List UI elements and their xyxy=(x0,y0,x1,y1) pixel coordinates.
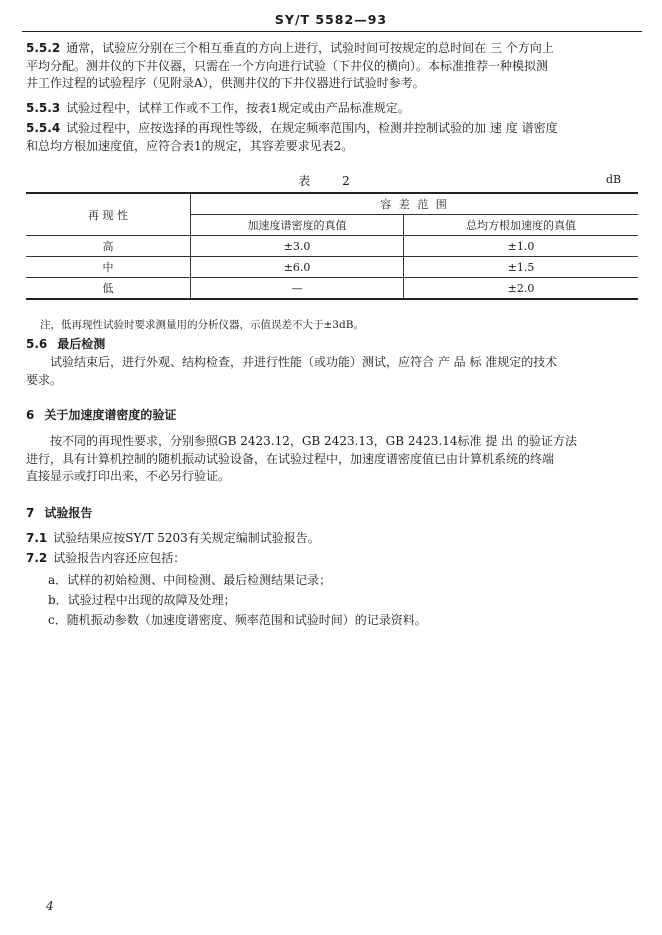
clause-text-line: 井工作过程的试验程序（见附录A），供测井仪的下井仪器进行试验时参考。 xyxy=(26,76,425,90)
row-level: 低 xyxy=(26,278,191,300)
header-divider xyxy=(22,31,642,32)
table-row xyxy=(26,236,638,257)
clause-5-5-4 xyxy=(26,120,636,155)
list-item: a．试样的初始检测、中间检测、最后检测结果记录； xyxy=(48,573,332,587)
row-psd-value: ±6.0 xyxy=(191,257,404,278)
row-level: 高 xyxy=(26,236,191,257)
clause-5-5-2 xyxy=(26,40,636,93)
clause-text: 试验报告内容还应包括： xyxy=(53,551,186,565)
table-note: 注，低再现性试验时要求测量用的分析仪器，示值误差不大于±3dB。 xyxy=(40,319,364,331)
section-6-heading xyxy=(26,406,176,423)
row-rms-value: ±1.5 xyxy=(404,257,639,278)
table-title: 表 2 xyxy=(298,174,364,188)
row-level: 中 xyxy=(26,257,191,278)
subheader-rms: 总均方根加速度的真值 xyxy=(404,215,639,236)
clause-number: 5.5.4 xyxy=(26,121,61,135)
table-row xyxy=(26,257,638,278)
table-row xyxy=(26,278,638,300)
header-tolerance-range: 容 差 范 围 xyxy=(191,193,639,215)
tolerance-table xyxy=(26,192,638,300)
clause-number: 7.2 xyxy=(26,551,48,565)
paragraph-line: 试验结束后，进行外观、结构检查，并进行性能（或功能）测试，应符合 产 品 标 准规定的技术 xyxy=(50,355,558,369)
section-number: 6 xyxy=(26,408,35,422)
clause-number: 5.5.3 xyxy=(26,101,61,115)
clause-text: 试验过程中，试样工作或不工作，按表1规定或由产品标准规定。 xyxy=(66,101,410,115)
clause-text: 试验结果应按SY/T 5203有关规定编制试验报告。 xyxy=(53,531,320,545)
section-title: 关于加速度谱密度的验证 xyxy=(44,408,177,422)
row-psd-value: ±3.0 xyxy=(191,236,404,257)
row-rms-value: ±2.0 xyxy=(404,278,639,300)
document-code-header: SY/T 5582—93 xyxy=(274,12,388,27)
clause-number: 7.1 xyxy=(26,531,48,545)
row-rms-value: ±1.0 xyxy=(404,236,639,257)
clause-number: 5.5.2 xyxy=(26,41,61,55)
section-title: 试验报告 xyxy=(44,506,93,520)
page-number: 4 xyxy=(46,899,54,913)
clause-text-line: 和总均方根加速度值，应符合表1的规定，其容差要求见表2。 xyxy=(26,138,354,153)
section-number: 5.6 xyxy=(26,337,48,351)
clause-text-line: 通常，试验应分别在三个相互垂直的方向上进行，试验时间可按规定的总时间在 三 个方向上 xyxy=(66,41,554,55)
subheader-psd: 加速度谱密度的真值 xyxy=(191,215,404,236)
paragraph-line: 要求。 xyxy=(26,372,63,387)
section-6-body xyxy=(26,433,636,486)
section-number: 7 xyxy=(26,506,35,520)
list-item: b．试验过程中出现的故障及处理； xyxy=(48,593,236,607)
clause-text-line: 平均分配。测井仪的下井仪器，只需在一个方向进行试验（下井仪的横向）。本标准推荐一种模拟测 xyxy=(26,58,549,73)
clause-7-1 xyxy=(26,530,636,548)
header-reproducibility: 再 现 性 xyxy=(26,193,191,236)
paragraph-line: 直接显示或打印出来，不必另行验证。 xyxy=(26,469,231,483)
clause-7-2 xyxy=(26,550,636,568)
table-unit: dB xyxy=(606,173,622,186)
section-5-6-heading xyxy=(26,335,105,352)
section-5-6-body xyxy=(26,354,636,389)
list-item: c．随机振动参数（加速度谱密度、频率范围和试验时间）的记录资料。 xyxy=(48,613,427,627)
paragraph-line: 按不同的再现性要求，分别参照GB 2423.12，GB 2423.13，GB 2423.14标准 提 出 的验证方法 xyxy=(50,434,577,448)
paragraph-line: 进行，具有计算机控制的随机振动试验设备，在试验过程中，加速度谱密度值已由计算机系统的终端 xyxy=(26,451,555,466)
section-title: 最后检测 xyxy=(57,337,106,351)
clause-5-5-3 xyxy=(26,100,636,118)
clause-text-line: 试验过程中，应按选择的再现性等级，在规定频率范围内，检测并控制试验的加 速 度 谱密度 xyxy=(66,121,558,135)
row-psd-value: — xyxy=(191,278,404,300)
section-7-heading xyxy=(26,504,92,521)
